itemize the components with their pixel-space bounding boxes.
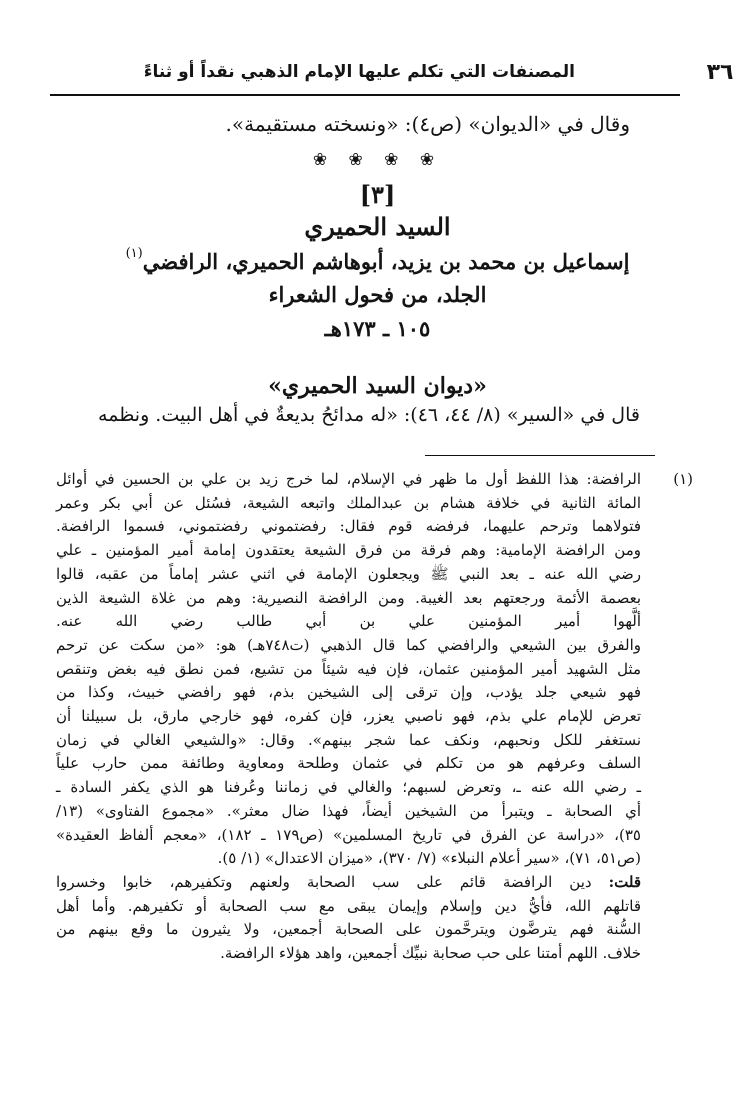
- work-title: «ديوان السيد الحميري»: [268, 373, 487, 399]
- footnote-line: [56, 541, 641, 559]
- full-name-text: إسماعيل بن محمد بن يزيد، أبوهاشم الحميري، الرافضي: [142, 249, 630, 274]
- header-rule: [50, 94, 680, 96]
- footnote-lead: قلت:: [608, 872, 641, 891]
- footnote-line-text: نستغفر للكل ونحبهم، ونكف عما شجر بينهم». وقال: «والشيعي الغالي في زمان: [56, 730, 641, 749]
- running-title: المصنفات التي تكلم عليها الإمام الذهبي نقداً أو ثناءً: [143, 62, 575, 82]
- footnote-line-text: بعصمة الأئمة ورجعتهم بعد الغيبة. ومن الرافضة النصيرية: وهم من غلاة الشيعة الذين: [56, 588, 641, 607]
- footnote-number: (١): [673, 470, 693, 488]
- entry-full-name: [0, 246, 755, 274]
- footnote-line-text: رضي الله عنه ـ بعد النبي ﷺ ويجعلون الإمامة في اثني عشر إماماً من عقبه، قالوا: [56, 564, 641, 583]
- footnote-line: [56, 612, 641, 630]
- entry-name: السيد الحميري: [304, 212, 451, 241]
- footnote-line-text: دين الرافضة قائم على سب الصحابة ولعنهم وتكفيرهم، خابوا وخسروا: [56, 872, 609, 891]
- footnote-line: [56, 826, 641, 844]
- footnote-reference[interactable]: (١): [125, 246, 143, 261]
- footnote-line: [56, 660, 641, 678]
- footnote-line-text: ومن الرافضة الإمامية: وهم فرقة من فرق الشيعة يعتقدون إمامة أمير المؤمنين ـ علي: [56, 541, 641, 560]
- quote-line: قال في «السير» (٨/ ٤٤، ٤٦): «له مدائحُ بديعةٌ في أهل البيت. ونظمه: [98, 404, 640, 426]
- footnote-line-text: تعرض للإمام علي بذم، فهو ناصبي يعزر، فإن كفره، فهو خارجي مارق، بل سبيلنا أن: [56, 707, 641, 725]
- footnote-line-text: ـ رضي الله عنه ـ، وتعرض لسبهم؛ والغالي في زماننا وعُرفنا هو الذي يكفر السادة ـ: [56, 778, 641, 797]
- footnote-line: [56, 731, 641, 749]
- footnote-line: [56, 754, 641, 772]
- footnote-rule: [425, 455, 655, 456]
- footnote-line-text: والفرق بين الشيعي والرافضي كما قال الذهبي (ت٧٤٨هـ) هو: «من سكت عن ترحم: [56, 635, 641, 654]
- entry-years: ١٠٥ ـ ١٧٣هـ: [324, 316, 431, 341]
- footnote-line-text: ٣٥)، «دراسة عن الفرق في تاريخ المسلمين» (ص١٧٩ ـ ١٨٢)، «معجم ألفاظ العقيدة»: [56, 825, 641, 844]
- footnote-line-text: فتولاهما وترحم عليهما، فرفضه قوم فقال: رفضتموني رفضتموني، فسموا الرافضة.: [56, 517, 641, 536]
- footnote-line: [56, 707, 641, 725]
- footnote-line: [56, 517, 641, 535]
- footnote-line: [56, 920, 641, 938]
- footnote-line-text: أي الصحابة ـ ويتبرأ من الشيخين أيضاً، فهذا ضال معثر». «مجموع الفتاوى» (١٣/: [56, 801, 641, 820]
- footnote-line: [56, 778, 641, 796]
- footnote-line-text: قاتلهم الله، فأيُّ دين وإسلام وإيمان يبقى مع سب الصحابة أو تكفيرهم. وأما أهل: [56, 896, 641, 915]
- footnote-line-text: (ص٥١، ٧١)، «سير أعلام النبلاء» (٧/ ٣٧٠)، «ميزان الاعتدال» (١/ ٥).: [217, 849, 641, 868]
- footnote-line-text: مثل الشهيد أمير المؤمنين عثمان، فإن فيه شيئاً من تشيع، فمن نطق فيه بغض وتنقص: [56, 659, 641, 678]
- footnote-line-text: خلاف. اللهم أمتنا على حب صحابة نبيِّك أجمعين، واهد هؤلاء الرافضة.: [220, 944, 641, 962]
- footnote-line-text: المائة الثانية في خلافة هشام بن عبدالملك واتبعه الشيعة، فسُئل عن أبي بكر وعمر: [56, 493, 641, 512]
- footnote-line-text: الرافضة: هذا اللفظ أول ما ظهر في الإسلام، لما خرج زيد بن علي بن الحسين في أوائل: [56, 470, 641, 488]
- footnote-line: [56, 944, 641, 962]
- footnote-line: [56, 636, 641, 654]
- footnote-line: [56, 470, 641, 488]
- footnote-line: [56, 873, 641, 891]
- footnote-line: [56, 494, 641, 512]
- footnote-line: [56, 589, 641, 607]
- footnote-line: [56, 802, 641, 820]
- footnote-line-text: ألَّهوا أمير المؤمنين علي بن أبي طالب رضي الله عنه.: [56, 612, 641, 631]
- section-separator: ❀ ❀ ❀ ❀: [312, 150, 443, 170]
- footnote-line-text: السُّنة فهم يترضَّون ويترحَّمون على الصحابة أجمعين، ولا يثيرون ما وقع بينهم من: [56, 920, 641, 939]
- intro-line: وقال في «الديوان» (ص٤): «ونسخته مستقيمة».: [225, 112, 630, 136]
- footnote-line: [56, 849, 641, 867]
- entry-number: [٣]: [359, 180, 396, 209]
- footnote-line-text: السلف وعرفهم هو من تكلم في عثمان وطلحة ومعاوية وطائفة ممن حارب علياً: [56, 754, 641, 773]
- footnote-line: [56, 897, 641, 915]
- footnote-line: [56, 565, 641, 587]
- entry-description: الجلد، من فحول الشعراء: [268, 282, 487, 307]
- footnote-line: [56, 683, 641, 701]
- footnote-line-text: فهو شيعي جلد يؤدب، وإن ترقى إلى الشيخين بذم، فهو رافضي خبيث، وكذا من: [56, 683, 641, 702]
- page-number: ٣٦: [706, 60, 734, 85]
